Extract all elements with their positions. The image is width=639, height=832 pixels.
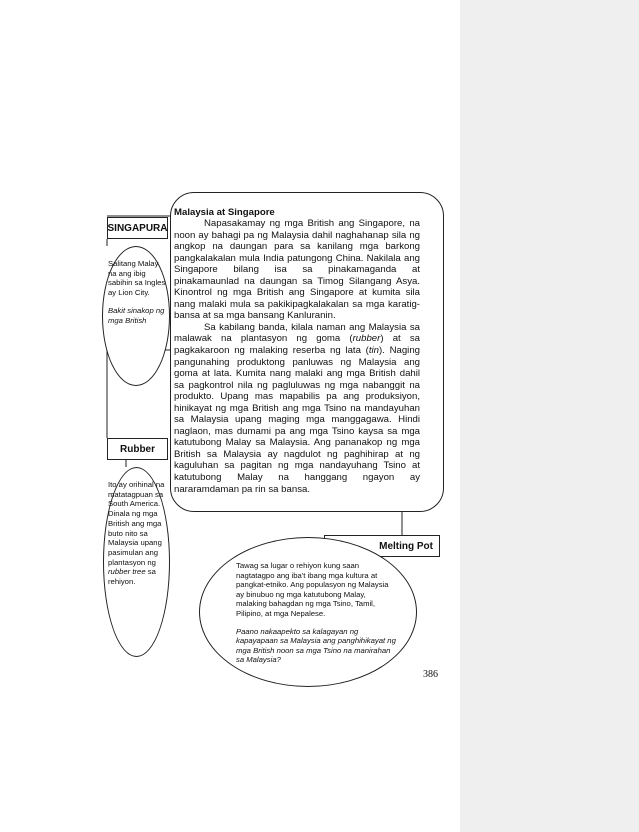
- singapura-question: Bakit sinakop ng mga British: [108, 305, 165, 325]
- melting-pot-definition: Tawag sa lugar o rehiyon kung saan nagtatagpo ang iba't ibang mga kultura at pangkat-etniko. Ang populasyon ng Malaysia ay binubuo ng mga katutubong Malay, malaking bahagdan ng mga Tsino, Tamil, Pilipino, at mga Nepalese.: [236, 561, 389, 618]
- melting-pot-note-text: [236, 561, 396, 673]
- rubber-definition: Ito ay orihinal na matatagpuan sa South America. Dinala ng mga British ang mga buto nito sa Malaysia upang pasimulan ang plantasyon ng rubber tree sa rehiyon.: [108, 480, 165, 587]
- main-article: [174, 207, 420, 495]
- melting-pot-question: Paano nakaapekto sa kalagayan ng kapayapaan sa Malaysia ang panghihikayat ng mga British noon sa mga Tsino na manirahan sa Malaysia?: [236, 626, 396, 665]
- rubber-note-text: [108, 480, 166, 595]
- term-rubber: rubber: [352, 333, 381, 345]
- article-paragraph-1: Napasakamay ng mga British ang Singapore, na noon ay bahagi pa ng Malaysia dahil naghahanap sila ng angkop na daungan para sa kanilang mga barkong pangkalakalan mula India patungong China. Nakilala ang Singapore bilang isa sa pinakamaganda at pinakamaunlad na daungan sa Timog Silangang Asya. Kinontrol ng mga British ang Singapore at kumita sila nang malaki mula sa pakikipagkalakalan sa mga karatig-bansa at sa mga bansang Kanluranin.: [174, 218, 420, 322]
- singapura-definition: Salitang Malay na ang ibig sabihin sa Ingles ay Lion City.: [108, 259, 166, 298]
- term-tin: tin: [368, 345, 379, 357]
- article-paragraph-2: Sa kabilang banda, kilala naman ang Malaysia sa malawak na plantasyon ng goma (rubber) at sa pagkakaroon ng malaking reserba ng lata (tin). Naging pangunahing produktong panluwas ng Malaysia ang goma at lata. Kumita nang malaki ang mga British dahil sa pagkontrol nila ng pagluluwas ng mga nabanggit na produkto. Upang mas mapabilis pa ang produksiyon, hinikayat ng mga British ang mga Tsino na mandayuhan sa Malaysia upang maging mga manggagawa. Hindi naglaon, mas dumami pa ang mga Tsino kaysa sa mga katutubong Malay sa Malaysia. Ang pananakop ng mga British sa Malaysia ay nagdulot ng paghihirap at ng kaguluhan sa pagitan ng mga nandayuhang Tsino at katutubong Malay na hanggang ngayon ay nararamdaman pa rin sa bansa.: [174, 321, 420, 495]
- rubber-label-box: [107, 438, 168, 460]
- article-title: Malaysia at Singapore: [174, 207, 275, 218]
- singapura-label: SINGAPURA: [107, 222, 168, 234]
- singapura-label-box: [107, 217, 168, 239]
- singapura-note-text: [108, 259, 166, 333]
- rubber-label: Rubber: [120, 443, 155, 455]
- page-number: 386: [423, 669, 438, 680]
- melting-pot-label: Melting Pot: [379, 540, 433, 552]
- comment-margin-panel: [460, 0, 639, 832]
- main-content-frame: [170, 192, 444, 512]
